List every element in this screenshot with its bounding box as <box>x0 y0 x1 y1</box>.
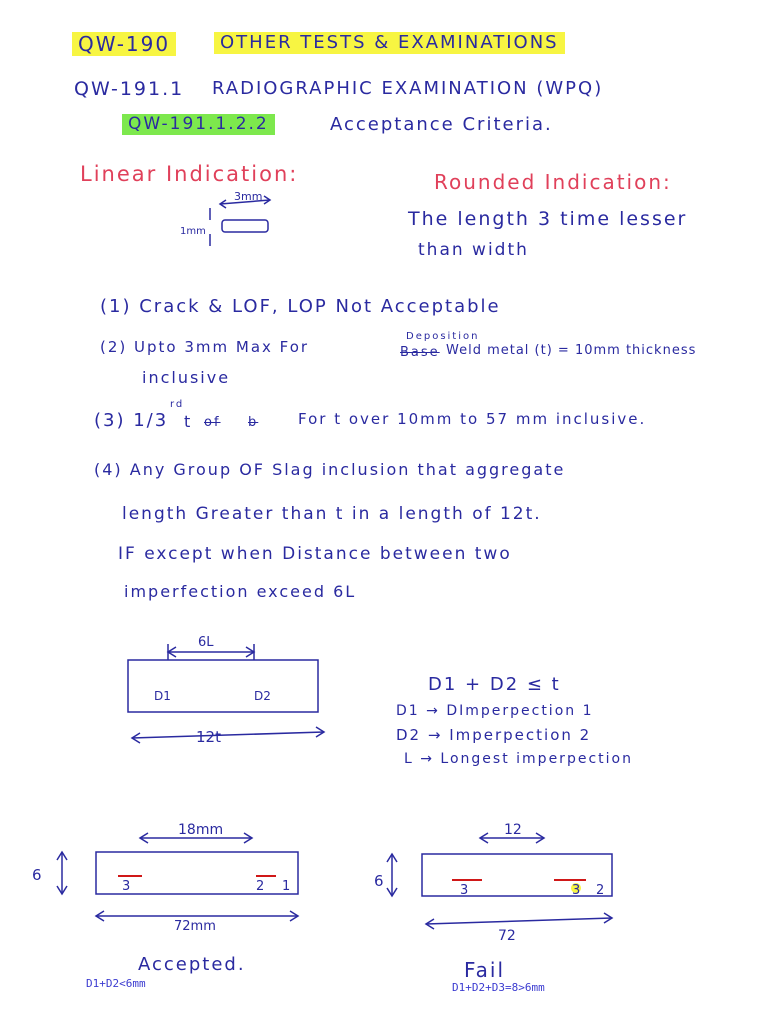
criterion-2-line2: inclusive <box>142 368 231 387</box>
fail-verdict: Fail <box>464 958 506 982</box>
accepted-length-label: 72mm <box>174 919 216 934</box>
six-l-label: 6L <box>198 635 214 650</box>
fail-mark-right-b: 2 <box>596 883 605 898</box>
clause-code: QW-191.1.2.2 <box>122 114 275 135</box>
accepted-gap-label: 18mm <box>178 822 224 838</box>
d2-label: D2 <box>254 689 271 703</box>
linear-indication-label: Linear Indication: <box>80 162 299 186</box>
criterion-4-line1: (4) Any Group OF Slag inclusion that aggregate <box>94 460 566 479</box>
dim-width-label: 1mm <box>180 226 206 237</box>
criterion-2-struck: Base <box>400 345 440 360</box>
criterion-3-struck-1: of <box>204 415 221 430</box>
accepted-mark-right-a: 2 <box>256 879 265 894</box>
criterion-3-sup: rd <box>170 399 185 410</box>
accepted-verdict: Accepted. <box>138 954 246 975</box>
criterion-4-line4: imperfection exceed 6L <box>124 582 357 601</box>
criterion-3-t: t <box>184 412 193 431</box>
criterion-2-suffix: Weld metal (t) = 10mm thickness <box>446 343 697 358</box>
subsection-title: RADIOGRAPHIC EXAMINATION (WPQ) <box>212 78 604 99</box>
criterion-1: (1) Crack & LOF, LOP Not Acceptable <box>100 296 501 317</box>
fail-note: D1+D2+D3=8>6mm <box>452 981 545 994</box>
accepted-example <box>30 818 320 934</box>
twelve-t-diagram <box>126 632 346 752</box>
fail-length-label: 72 <box>498 928 516 944</box>
fail-mark-left: 3 <box>460 883 469 898</box>
criterion-2-prefix: (2) Upto 3mm Max For <box>100 338 310 356</box>
criterion-3-struck-2: b <box>248 415 259 430</box>
criterion-4-line3: IF except when Distance between two <box>118 544 512 564</box>
fail-mark-right-a: 3 <box>572 883 581 898</box>
dim-length-label: 3mm <box>234 190 263 203</box>
accepted-mark-right-b: 1 <box>282 879 291 894</box>
legend-l: L → Longest imperpection <box>404 751 633 767</box>
accepted-note: D1+D2<6mm <box>86 977 146 990</box>
rounded-desc-line2: than width <box>418 240 529 260</box>
fail-gap-label: 12 <box>504 822 522 838</box>
criterion-3-suffix: For t over 10mm to 57 mm inclusive. <box>298 410 647 428</box>
criterion-2-annotation: Deposition <box>406 331 480 342</box>
rounded-desc-line1: The length 3 time lesser <box>408 208 688 230</box>
section-code: QW-190 <box>72 32 176 56</box>
subsection-code: QW-191.1 <box>74 78 185 100</box>
accepted-mark-left: 3 <box>122 879 131 894</box>
accepted-height-label: 6 <box>32 866 42 884</box>
criterion-3-prefix: (3) 1/3 <box>94 410 169 431</box>
fail-height-label: 6 <box>374 872 384 890</box>
section-title: OTHER TESTS & EXAMINATIONS <box>214 32 565 54</box>
formula: D1 + D2 ≤ t <box>428 674 561 695</box>
fail-example <box>368 818 618 944</box>
twelve-t-label: 12t <box>196 728 221 746</box>
d1-label: D1 <box>154 689 171 703</box>
rounded-indication-label: Rounded Indication: <box>434 170 672 194</box>
criterion-4-line2: length Greater than t in a length of 12t. <box>122 504 542 524</box>
clause-title: Acceptance Criteria. <box>330 114 553 135</box>
legend-d1: D1 → DImperpection 1 <box>396 703 594 719</box>
linear-indication-sketch <box>176 190 296 250</box>
legend-d2: D2 → Imperpection 2 <box>396 726 592 744</box>
